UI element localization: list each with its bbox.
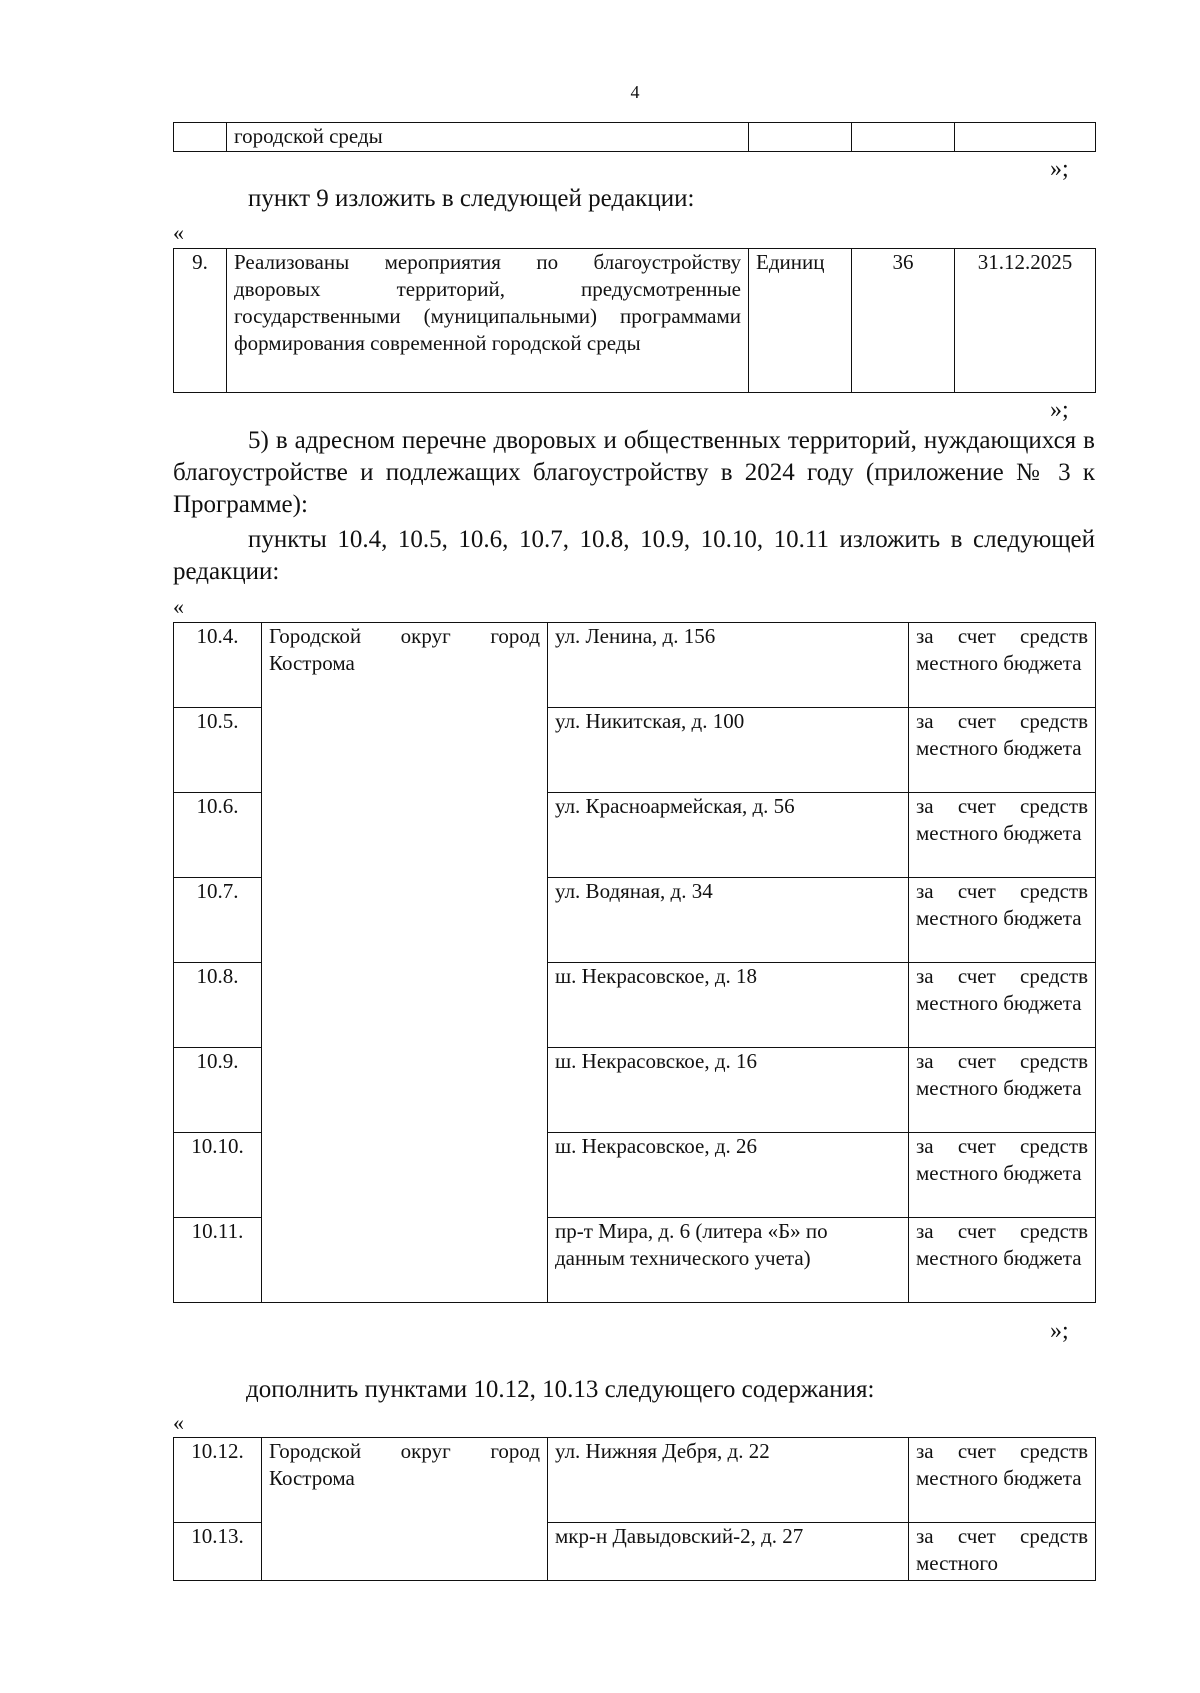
top-row-text: городской среды [227, 123, 749, 152]
row9-unit: Единиц [749, 249, 852, 393]
item5-text: 5) в адресном перечне дворовых и общественных территорий, нуждающихся в благоустройстве и подлежащих благоустройству в 2024 году (приложение № 3 к Программе): [173, 427, 1095, 518]
close-quote: »; [1050, 1318, 1069, 1344]
open-quote: « [173, 1410, 184, 1435]
row-funding: за счет средств местного бюджета [909, 793, 1096, 878]
row-num: 10.5. [174, 708, 262, 793]
row-address: ш. Некрасовское, д. 18 [548, 963, 909, 1048]
row9-num: 9. [174, 249, 227, 393]
row-address: ул. Никитская, д. 100 [548, 708, 909, 793]
table-row [174, 623, 1096, 708]
top-row-unit [749, 123, 852, 152]
top-table-fragment [173, 122, 1096, 152]
row9-date: 31.12.2025 [955, 249, 1096, 393]
row9-value: 36 [852, 249, 955, 393]
row-funding: за счет средств местного бюджета [909, 878, 1096, 963]
page-number: 4 [630, 82, 640, 102]
row-num: 10.4. [174, 623, 262, 708]
row-num: 10.12. [174, 1438, 262, 1523]
row-num: 10.6. [174, 793, 262, 878]
row-address: мкр-н Давыдовский-2, д. 27 [548, 1523, 909, 1581]
row-num: 10.9. [174, 1048, 262, 1133]
row-address: ул. Красноармейская, д. 56 [548, 793, 909, 878]
additional-address-table [173, 1437, 1096, 1581]
close-quote: »; [1050, 397, 1069, 423]
row-funding: за счет средств местного бюджета [909, 1048, 1096, 1133]
row-address: ул. Водяная, д. 34 [548, 878, 909, 963]
row-address: ш. Некрасовское, д. 26 [548, 1133, 909, 1218]
row-num: 10.11. [174, 1218, 262, 1303]
row-num: 10.8. [174, 963, 262, 1048]
close-quote: »; [1050, 156, 1069, 182]
top-row-date [955, 123, 1096, 152]
row-address: ш. Некрасовское, д. 16 [548, 1048, 909, 1133]
top-row-value [852, 123, 955, 152]
add-heading: дополнить пунктами 10.12, 10.13 следующего содержания: [246, 1376, 875, 1403]
row-num: 10.7. [174, 878, 262, 963]
address-table [173, 622, 1096, 1303]
row-funding: за счет средств местного бюджета [909, 963, 1096, 1048]
p9-heading: пункт 9 изложить в следующей редакции: [248, 185, 695, 212]
top-row-num [174, 123, 227, 152]
row9-table [173, 248, 1096, 393]
open-quote: « [173, 220, 184, 245]
row9-text: Реализованы мероприятия по благоустройству дворовых территорий, предусмотренные государственными (муниципальными) программами формирования современной городской среды [227, 249, 749, 393]
municipality-cell: Городской округ город Кострома [262, 1438, 548, 1581]
row-funding: за счет средств местного бюджета [909, 708, 1096, 793]
row-funding: за счет средств местного бюджета [909, 623, 1096, 708]
row-address: пр-т Мира, д. 6 (литера «Б» по данным технического учета) [548, 1218, 909, 1303]
row-address: ул. Ленина, д. 156 [548, 623, 909, 708]
row-num: 10.10. [174, 1133, 262, 1218]
row-num: 10.13. [174, 1523, 262, 1581]
item5-points: пункты 10.4, 10.5, 10.6, 10.7, 10.8, 10.9, 10.10, 10.11 изложить в следующей редакции: [173, 526, 1095, 585]
row-funding: за счет средств местного бюджета [909, 1133, 1096, 1218]
municipality-cell: Городской округ город Кострома [262, 623, 548, 1303]
table-row [174, 1438, 1096, 1523]
row-funding: за счет средств местного бюджета [909, 1218, 1096, 1303]
open-quote: « [173, 594, 184, 619]
row-funding: за счет средств местного бюджета [909, 1438, 1096, 1523]
row-address: ул. Нижняя Дебря, д. 22 [548, 1438, 909, 1523]
row-funding: за счет средств местного [909, 1523, 1096, 1581]
